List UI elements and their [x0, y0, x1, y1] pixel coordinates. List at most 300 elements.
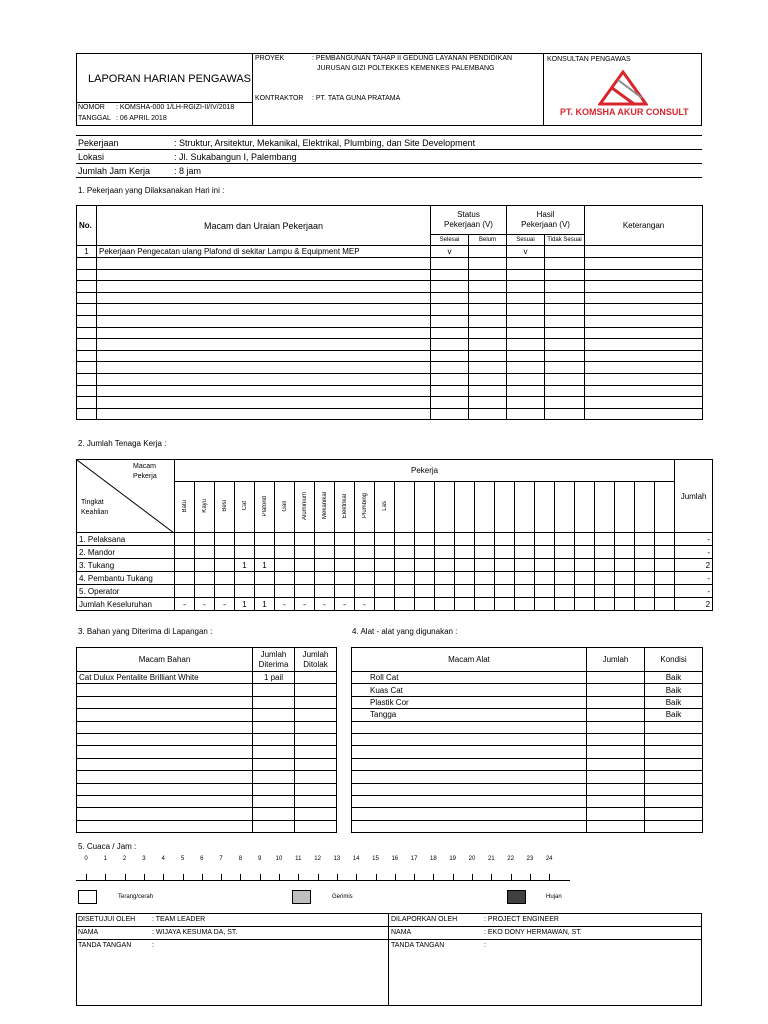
- table-row: [77, 733, 337, 745]
- empty-cell: [77, 684, 253, 696]
- table-row: [77, 246, 703, 258]
- labour-cell: -: [335, 598, 355, 611]
- labour-cell: [555, 559, 575, 572]
- table-row: [77, 350, 703, 362]
- labour-cell: [615, 546, 635, 559]
- nomor-value: : KOMSHA-000 1/LH-RGIZI-II/IV/2018: [116, 104, 235, 111]
- worker-col: [515, 482, 535, 533]
- labour-cell: [415, 546, 435, 559]
- ttd-left-label: TANDA TANGAN: [78, 942, 132, 949]
- empty-cell: [507, 258, 545, 270]
- labour-cell: [355, 585, 375, 598]
- empty-cell: [352, 771, 587, 783]
- empty-cell: [587, 783, 645, 795]
- empty-cell: [431, 281, 469, 293]
- worker-col: [195, 482, 215, 533]
- labour-cell: [555, 546, 575, 559]
- ttd-left-value: :: [152, 942, 154, 949]
- labour-cell: [455, 585, 475, 598]
- tanggal-label: TANGGAL: [78, 115, 111, 122]
- labour-cell: [515, 598, 535, 611]
- labour-cell: [395, 572, 415, 585]
- row-uraian: Pekerjaan Pengecatan ulang Plafond di sekitar Lampu & Equipment MEP: [97, 246, 431, 258]
- table-row: [352, 795, 703, 807]
- labour-cell: [255, 572, 275, 585]
- weather-strip: [76, 870, 570, 881]
- labour-cell: [595, 559, 615, 572]
- labour-row-total: -: [675, 572, 713, 585]
- labour-cell: [235, 572, 255, 585]
- hour-label: 19: [449, 856, 457, 862]
- labour-cell: [295, 585, 315, 598]
- labour-cell: [335, 585, 355, 598]
- ttd-right-label: TANDA TANGAN: [391, 942, 445, 949]
- empty-cell: [431, 258, 469, 270]
- empty-cell: [97, 339, 431, 351]
- table-row: [77, 292, 703, 304]
- hours-row: [0, 856, 768, 868]
- labour-cell: [555, 598, 575, 611]
- labour-cell: [475, 533, 495, 546]
- labour-row-label: 5. Operator: [77, 585, 175, 598]
- hour-label: 17: [410, 856, 418, 862]
- empty-cell: [507, 385, 545, 397]
- empty-cell: [77, 408, 97, 420]
- labour-cell: [475, 572, 495, 585]
- macam-pekerja-label: [133, 462, 157, 482]
- labour-cell: [655, 598, 675, 611]
- labour-cell: -: [215, 598, 235, 611]
- legend-cerah-swatch: [78, 890, 97, 904]
- labour-cell: [455, 598, 475, 611]
- worker-col: [555, 482, 575, 533]
- worker-label: Gali: [281, 500, 288, 512]
- worker-label: Kayu: [201, 499, 208, 513]
- empty-cell: [585, 385, 703, 397]
- labour-cell: 1: [235, 598, 255, 611]
- labour-cell: [435, 559, 455, 572]
- labour-row-label: 1. Pelaksana: [77, 533, 175, 546]
- labour-cell: [195, 559, 215, 572]
- labour-cell: [295, 533, 315, 546]
- hour-tick: [356, 874, 357, 880]
- sub-tidak: Tidak Sesuai: [545, 235, 585, 246]
- labour-row-label: 3. Tukang: [77, 559, 175, 572]
- col-hasil: [507, 206, 585, 235]
- labour-cell: [455, 546, 475, 559]
- sub-selesai: Selesai: [431, 235, 469, 246]
- legend-gerimis-swatch: [292, 890, 311, 904]
- labour-cell: [395, 585, 415, 598]
- table-row: [77, 327, 703, 339]
- labour-cell: [595, 572, 615, 585]
- table-row: [352, 758, 703, 770]
- empty-cell: [587, 733, 645, 745]
- labour-row-label: 2. Mandor: [77, 546, 175, 559]
- material-ditolak: [295, 672, 337, 684]
- hour-label: 20: [468, 856, 476, 862]
- hour-label: 9: [258, 856, 262, 862]
- empty-cell: [585, 397, 703, 409]
- empty-cell: [77, 350, 97, 362]
- table-row: [77, 304, 703, 316]
- row-no: 1: [77, 246, 97, 258]
- labour-cell: [575, 533, 595, 546]
- empty-cell: [545, 350, 585, 362]
- table-row: [352, 696, 703, 708]
- lokasi-value: : Jl. Sukabangun I, Palembang: [174, 152, 297, 162]
- labour-cell: [375, 585, 395, 598]
- labour-cell: [355, 533, 375, 546]
- labour-cell: [435, 533, 455, 546]
- labour-cell: [275, 585, 295, 598]
- labour-cell: [375, 559, 395, 572]
- labour-cell: [655, 533, 675, 546]
- hour-tick: [163, 874, 164, 880]
- empty-cell: [77, 696, 253, 708]
- col-status: [431, 206, 507, 235]
- report-title: LAPORAN HARIAN PENGAWAS: [88, 73, 251, 85]
- labour-row: [77, 559, 713, 572]
- hour-tick: [183, 874, 184, 880]
- table-row: [352, 783, 703, 795]
- table-row: [77, 795, 337, 807]
- labour-cell: [315, 559, 335, 572]
- ttd-right-value: :: [484, 942, 486, 949]
- macam-1: Macam: [133, 463, 156, 470]
- table-row: [352, 808, 703, 820]
- worker-label: Cat: [241, 501, 248, 511]
- col-diterima: [253, 648, 295, 672]
- labour-table: [76, 459, 713, 611]
- empty-cell: [97, 327, 431, 339]
- labour-cell: [555, 572, 575, 585]
- labour-cell: [255, 585, 275, 598]
- tool-name: Roll Cat: [352, 672, 587, 684]
- empty-cell: [585, 315, 703, 327]
- col-hasil-1: Hasil: [536, 210, 555, 219]
- labour-cell: [375, 572, 395, 585]
- labour-cell: [575, 572, 595, 585]
- hour-label: 10: [275, 856, 283, 862]
- labour-cell: [195, 572, 215, 585]
- empty-cell: [431, 327, 469, 339]
- table-row: [77, 808, 337, 820]
- empty-cell: [507, 327, 545, 339]
- labour-cell: [535, 585, 555, 598]
- labour-cell: [635, 598, 655, 611]
- col-no: No.: [77, 206, 97, 246]
- empty-cell: [545, 373, 585, 385]
- jumlah-header: Jumlah: [675, 460, 713, 533]
- labour-cell: [315, 585, 335, 598]
- table-row: [352, 672, 703, 684]
- empty-cell: [253, 820, 295, 832]
- empty-cell: [352, 820, 587, 832]
- empty-cell: [97, 350, 431, 362]
- labour-cell: [275, 572, 295, 585]
- col-keterangan: Keterangan: [585, 206, 703, 246]
- empty-cell: [545, 339, 585, 351]
- labour-cell: [415, 598, 435, 611]
- nama-right-label: NAMA: [391, 929, 412, 936]
- empty-cell: [469, 408, 507, 420]
- labour-cell: [255, 533, 275, 546]
- labour-cell: [175, 546, 195, 559]
- empty-cell: [253, 733, 295, 745]
- worker-col: [535, 482, 555, 533]
- empty-cell: [97, 373, 431, 385]
- tool-kondisi: Baik: [645, 696, 703, 708]
- worker-label: Elektrikal: [341, 493, 348, 519]
- empty-cell: [587, 746, 645, 758]
- labour-cell: -: [355, 598, 375, 611]
- labour-cell: [215, 572, 235, 585]
- pekerja-header: Pekerja: [175, 460, 675, 482]
- labour-cell: [515, 533, 535, 546]
- nama-left-value: : WIJAYA KESUMA DA, ST.: [152, 929, 238, 936]
- labour-cell: [315, 546, 335, 559]
- worker-col: [475, 482, 495, 533]
- empty-cell: [587, 758, 645, 770]
- hour-tick: [453, 874, 454, 880]
- empty-cell: [253, 783, 295, 795]
- hour-tick: [472, 874, 473, 880]
- table-row: [352, 820, 703, 832]
- empty-cell: [253, 709, 295, 721]
- labour-cell: [615, 572, 635, 585]
- tool-jumlah: [587, 672, 645, 684]
- section3-title: 3. Bahan yang Diterima di Lapangan :: [78, 627, 213, 636]
- empty-cell: [77, 808, 253, 820]
- hour-label: 2: [122, 856, 127, 862]
- labour-cell: [195, 533, 215, 546]
- empty-cell: [507, 362, 545, 374]
- dilaporkan-label: DILAPORKAN OLEH: [391, 916, 458, 923]
- labour-cell: [535, 598, 555, 611]
- worker-col: [275, 482, 295, 533]
- labour-cell: [495, 559, 515, 572]
- sub-sesuai: Sesuai: [507, 235, 545, 246]
- table-row: [77, 385, 703, 397]
- hour-label: 15: [372, 856, 379, 862]
- labour-total-row: [77, 598, 713, 611]
- labour-cell: [635, 533, 655, 546]
- empty-cell: [469, 258, 507, 270]
- empty-cell: [295, 808, 337, 820]
- hour-tick: [144, 874, 145, 880]
- empty-cell: [545, 269, 585, 281]
- disetujui-label: DISETUJUI OLEH: [78, 916, 136, 923]
- empty-cell: [77, 385, 97, 397]
- empty-cell: [645, 783, 703, 795]
- empty-cell: [645, 771, 703, 783]
- empty-cell: [469, 373, 507, 385]
- empty-cell: [77, 339, 97, 351]
- labour-cell: [335, 559, 355, 572]
- labour-cell: [655, 572, 675, 585]
- worker-col: [415, 482, 435, 533]
- empty-cell: [585, 258, 703, 270]
- empty-cell: [97, 385, 431, 397]
- empty-cell: [507, 281, 545, 293]
- worker-label: Plumbing: [361, 493, 368, 519]
- labour-cell: [575, 585, 595, 598]
- labour-cell: [215, 559, 235, 572]
- row-selesai: v: [431, 246, 469, 258]
- tool-name: Tangga: [352, 709, 587, 721]
- labour-cell: [355, 559, 375, 572]
- tingkat-2: Keahlian: [81, 509, 109, 516]
- labour-cell: [455, 533, 475, 546]
- labour-cell: [395, 533, 415, 546]
- sub-belum: Belum: [469, 235, 507, 246]
- empty-cell: [77, 771, 253, 783]
- nama-left-label: NAMA: [78, 929, 99, 936]
- empty-cell: [587, 771, 645, 783]
- ditolak-2: Ditolak: [303, 659, 328, 669]
- table-row: [77, 684, 337, 696]
- labour-cell: [415, 533, 435, 546]
- empty-cell: [295, 746, 337, 758]
- konsultan-label: KONSULTAN PENGAWAS: [547, 56, 631, 63]
- col-status-2: Pekerjaan (V): [444, 220, 493, 229]
- labour-cell: -: [295, 598, 315, 611]
- sig-rule-2: [76, 939, 702, 940]
- info-rule-top: [76, 135, 702, 136]
- empty-cell: [469, 350, 507, 362]
- empty-cell: [352, 746, 587, 758]
- labour-row-total: -: [675, 533, 713, 546]
- empty-cell: [545, 281, 585, 293]
- empty-cell: [77, 362, 97, 374]
- tool-jumlah: [587, 696, 645, 708]
- table-row: [77, 721, 337, 733]
- table-row: [77, 339, 703, 351]
- labour-cell: [395, 598, 415, 611]
- proyek-label: PROYEK: [255, 55, 285, 62]
- labour-cell: [535, 546, 555, 559]
- labour-row-total: 2: [675, 598, 713, 611]
- labour-cell: [535, 533, 555, 546]
- hour-label: 5: [180, 856, 185, 862]
- worker-label: Besi: [221, 500, 228, 512]
- labour-cell: [535, 572, 555, 585]
- labour-cell: [655, 559, 675, 572]
- hour-label: 18: [430, 856, 437, 862]
- empty-cell: [585, 408, 703, 420]
- labour-cell: [215, 585, 235, 598]
- section4-title: 4. Alat - alat yang digunakan :: [352, 627, 458, 636]
- labour-cell: [295, 559, 315, 572]
- empty-cell: [545, 408, 585, 420]
- empty-cell: [585, 269, 703, 281]
- table-row: [352, 746, 703, 758]
- empty-cell: [545, 304, 585, 316]
- col-status-1: Status: [457, 210, 480, 219]
- labour-cell: [395, 546, 415, 559]
- labour-row: [77, 572, 713, 585]
- hour-tick: [260, 874, 261, 880]
- hour-tick: [240, 874, 241, 880]
- labour-body: [77, 533, 713, 611]
- tanggal-value: : 06 APRIL 2018: [116, 115, 167, 122]
- section5-title: 5. Cuaca / Jam :: [78, 842, 137, 851]
- table-row: [77, 758, 337, 770]
- worker-col: [315, 482, 335, 533]
- labour-cell: [415, 572, 435, 585]
- empty-cell: [77, 373, 97, 385]
- empty-cell: [645, 758, 703, 770]
- labour-row: [77, 585, 713, 598]
- empty-cell: [645, 795, 703, 807]
- labour-cell: [275, 559, 295, 572]
- empty-cell: [77, 292, 97, 304]
- labour-cell: 1: [235, 559, 255, 572]
- empty-cell: [295, 709, 337, 721]
- labour-cell: [655, 546, 675, 559]
- tool-name: Kuas Cat: [352, 684, 587, 696]
- info-rule-2: [76, 163, 702, 164]
- table-row: [77, 672, 337, 684]
- diterima-2: Diterima: [258, 659, 289, 669]
- table-row: [77, 373, 703, 385]
- empty-cell: [585, 339, 703, 351]
- macam-2: Pekerja: [133, 473, 157, 480]
- empty-cell: [507, 350, 545, 362]
- work-empty-rows: [77, 258, 703, 420]
- table-row: [77, 820, 337, 832]
- info-rule-1: [76, 149, 702, 150]
- empty-cell: [253, 808, 295, 820]
- labour-cell: [615, 598, 635, 611]
- empty-cell: [507, 339, 545, 351]
- nama-right-value: : EKO DONY HERMAWAN, ST.: [484, 929, 582, 936]
- empty-cell: [77, 746, 253, 758]
- empty-cell: [97, 269, 431, 281]
- hour-label: 13: [333, 856, 341, 862]
- empty-cell: [77, 269, 97, 281]
- labour-cell: [635, 585, 655, 598]
- diterima-1: Jumlah: [260, 649, 287, 659]
- row-tidak: [545, 246, 585, 258]
- hour-tick: [491, 874, 492, 880]
- labour-cell: [595, 585, 615, 598]
- labour-cell: [655, 585, 675, 598]
- empty-cell: [97, 258, 431, 270]
- legend-cerah-label: Terang/cerah: [118, 894, 154, 900]
- empty-cell: [431, 304, 469, 316]
- worker-col: [615, 482, 635, 533]
- labour-cell: [315, 533, 335, 546]
- worker-col: [235, 482, 255, 533]
- labour-cell: [555, 585, 575, 598]
- labour-cell: [375, 533, 395, 546]
- labour-row-label: 4. Pembantu Tukang: [77, 572, 175, 585]
- empty-cell: [77, 733, 253, 745]
- labour-cell: [615, 559, 635, 572]
- worker-label: Plafond: [261, 495, 268, 517]
- material-body: [77, 672, 337, 833]
- labour-cell: [595, 546, 615, 559]
- worker-col: [595, 482, 615, 533]
- empty-cell: [431, 269, 469, 281]
- hour-label: 16: [391, 856, 399, 862]
- labour-cell: [375, 546, 395, 559]
- empty-cell: [352, 758, 587, 770]
- empty-cell: [97, 292, 431, 304]
- empty-cell: [97, 315, 431, 327]
